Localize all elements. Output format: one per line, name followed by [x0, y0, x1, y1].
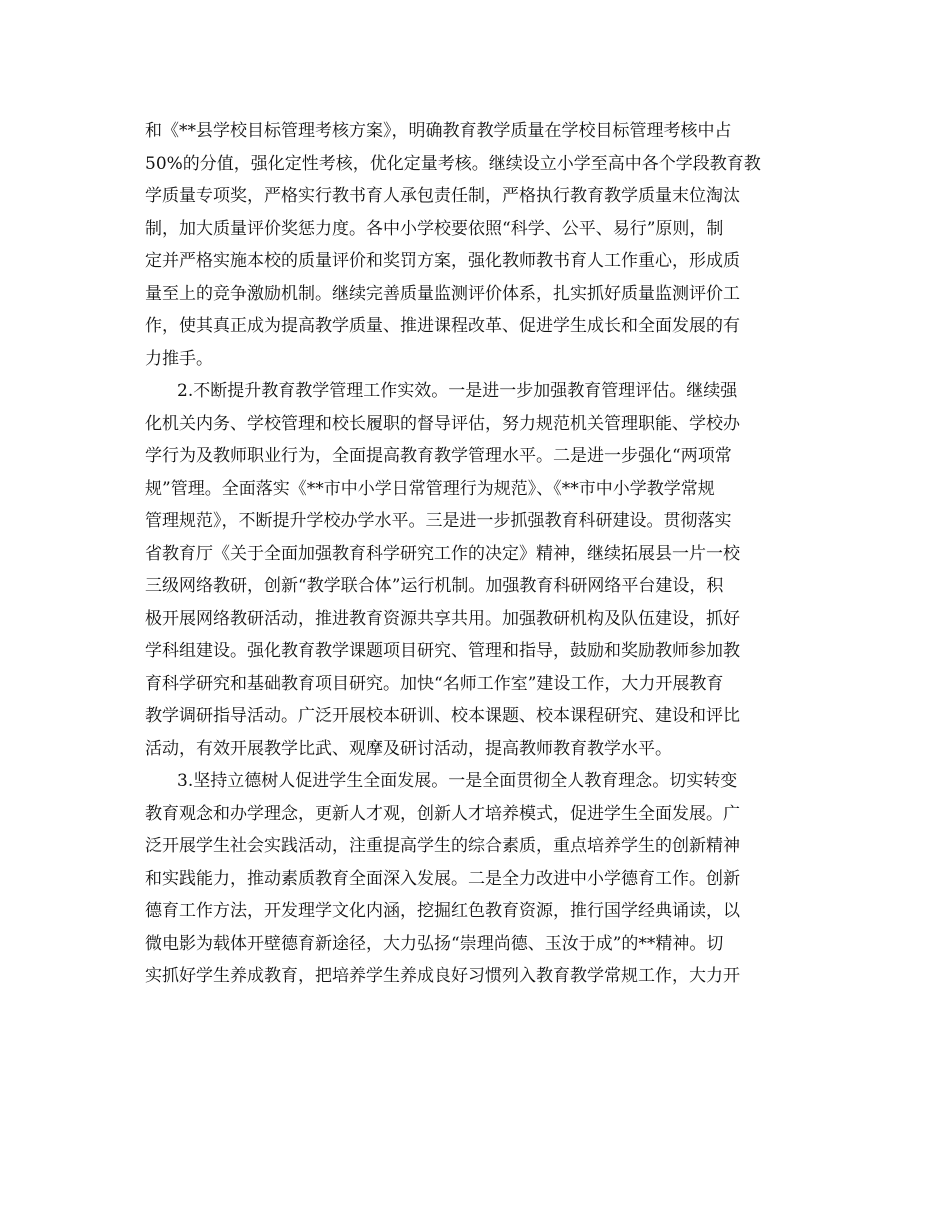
text-line: 定并严格实施本校的质量评价和奖罚方案，强化教师教书育人工作重心，形成质 — [145, 251, 740, 271]
text-line: 量至上的竞争激励机制。继续完善质量监测评价体系，扎实抓好质量监测评价工 — [145, 283, 740, 304]
text-line: 泛开展学生社会实践活动，注重提高学生的综合素质，重点培养学生的创新精神 — [145, 836, 740, 856]
text-line: 德育工作方法，开发理学文化内涵，挖掘红色教育资源，推行国学经典诵读，以 — [145, 901, 740, 921]
text-line: 3.坚持立德树人促进学生全面发展。一是全面贯彻全人教育理念。切实转变 — [177, 771, 738, 791]
text-line: 化机关内务、学校管理和校长履职的督导评估，努力规范机关管理职能、学校办 — [145, 413, 740, 434]
text-line: 50%的分值，强化定性考核，优化定量考核。继续设立小学至高中各个学段教育教 — [145, 153, 761, 174]
text-line: 和实践能力，推动素质教育全面深入发展。二是全力改进中小学德育工作。创新 — [145, 868, 740, 889]
text-line: 和《**县学校目标管理考核方案》，明确教育教学质量在学校目标管理考核中占 — [145, 121, 732, 141]
text-line: 作，使其真正成为提高教学质量、推进课程改革、促进学生成长和全面发展的有 — [145, 316, 740, 336]
text-line: 学科组建设。强化教育教学课题项目研究、管理和指导，鼓励和奖励教师参加教 — [145, 641, 740, 661]
text-line: 教学调研指导活动。广泛开展校本研训、校本课题、校本课程研究、建设和评比 — [145, 706, 740, 726]
text-line: 微电影为载体开壁德育新途径，大力弘扬“崇理尚德、玉汝于成”的**精神。切 — [145, 933, 724, 954]
text-line: 2.不断提升教育教学管理工作实效。一是进一步加强教育管理评估。继续强 — [177, 381, 738, 401]
text-line: 规”管理。全面落实《**市中小学日常管理行为规范》、《**市中小学教学常规 — [145, 478, 715, 499]
text-line: 实抓好学生养成教育，把培养学生养成良好习惯列入教育教学常规工作，大力开 — [145, 966, 740, 986]
text-line: 育科学研究和基础教育项目研究。加快“名师工作室”建设工作，大力开展教育 — [145, 673, 724, 694]
text-line: 教育观念和办学理念，更新人才观，创新人才培养模式，促进学生全面发展。广 — [145, 803, 740, 824]
text-line: 极开展网络教研活动，推进教育资源共享共用。加强教研机构及队伍建设，抓好 — [145, 608, 740, 629]
text-line: 三级网络教研，创新“教学联合体”运行机制。加强教育科研网络平台建设，积 — [145, 576, 724, 596]
text-line: 力推手。 — [145, 348, 213, 369]
text-line: 学行为及教师职业行为，全面提高教育教学管理水平。二是进一步强化“两项常 — [145, 446, 732, 466]
text-line: 活动，有效开展教学比武、观摩及研讨活动，提高教师教育教学水平。 — [145, 738, 672, 759]
text-line: 省教育厅《关于全面加强教育科学研究工作的决定》精神，继续拓展县一片一校 — [145, 543, 740, 564]
text-line: 管理规范》，不断提升学校办学水平。三是进一步抓强教育科研建设。贯彻落实 — [145, 511, 732, 531]
text-line: 制，加大质量评价奖惩力度。各中小学校要依照“科学、公平、易行”原则，制 — [145, 218, 724, 239]
text-line: 学质量专项奖，严格实行教书育人承包责任制，严格执行教育教学质量末位淘汰 — [145, 186, 740, 206]
